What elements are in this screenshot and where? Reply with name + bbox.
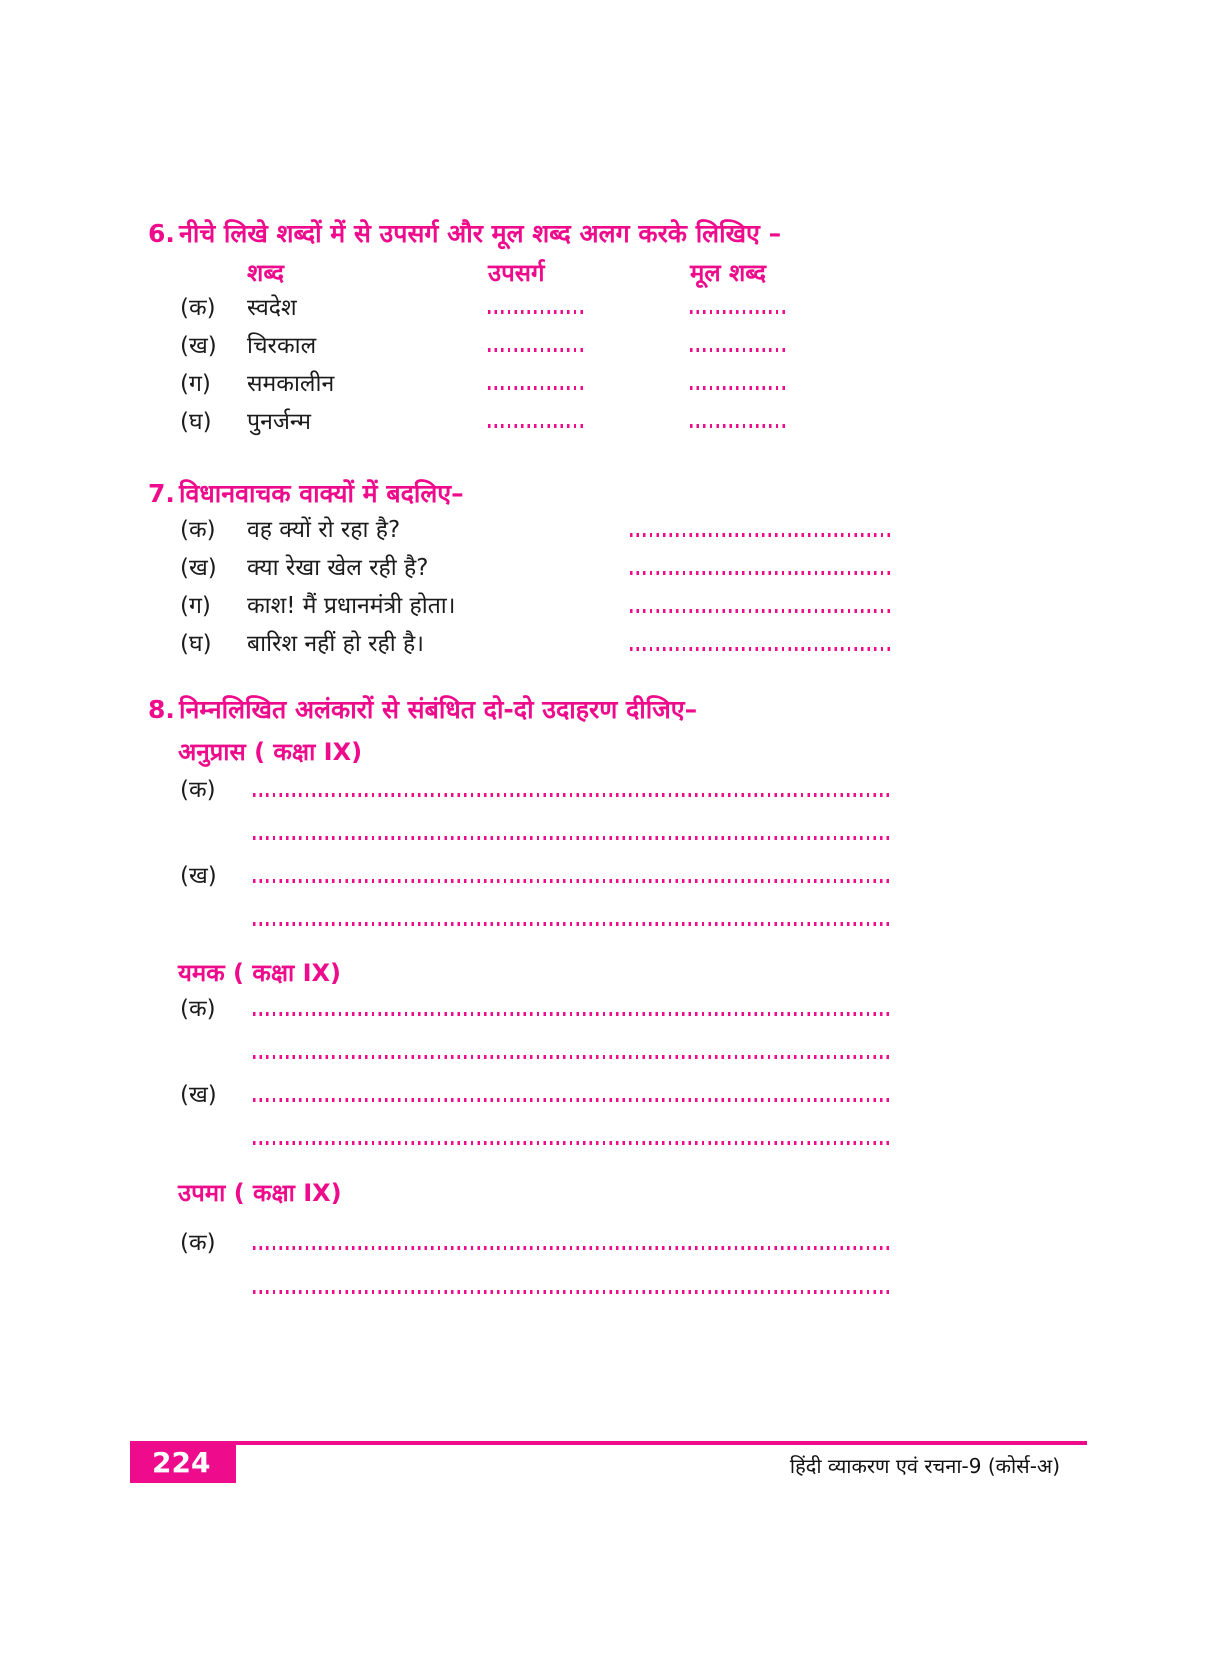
- q6-row-word: चिरकाल: [247, 333, 317, 359]
- q6-root-blank: [690, 386, 786, 390]
- q6-row-label: (घ): [180, 409, 212, 435]
- footer-book-title: हिंदी व्याकरण एवं रचना-9 (कोर्स-अ): [789, 1454, 1060, 1478]
- q8-answer-blank: [253, 1246, 890, 1250]
- q7-answer-blank: [630, 533, 892, 537]
- question-8-title: निम्नलिखित अलंकारों से संबंधित दो-दो उदाहरण दीजिए–: [179, 695, 698, 724]
- q7-item-label: (ग): [180, 593, 211, 619]
- q8-answer-blank: [253, 836, 890, 840]
- q8-section-title: अनुप्रास ( कक्षा IX): [178, 738, 363, 766]
- q6-root-blank: [690, 310, 786, 314]
- q8-answer-blank: [253, 1055, 890, 1059]
- question-6-heading: [148, 216, 781, 250]
- q8-item-label: (क): [180, 777, 216, 803]
- question-8-heading: [148, 692, 697, 726]
- q8-item-label: (ख): [180, 1082, 217, 1108]
- q6-column-prefix: उपसर्ग: [488, 259, 545, 287]
- q8-section-title: उपमा ( कक्षा IX): [178, 1179, 342, 1207]
- q7-answer-blank: [630, 571, 892, 575]
- q8-answer-blank: [253, 1290, 890, 1294]
- q8-section-title: यमक ( कक्षा IX): [178, 959, 341, 987]
- q8-item-label: (क): [180, 996, 216, 1022]
- q8-item-label: (ख): [180, 863, 217, 889]
- page-number-badge: 224: [130, 1441, 236, 1483]
- question-7-title: विधानवाचक वाक्यों में बदलिए–: [179, 479, 464, 508]
- q7-item-label: (घ): [180, 631, 212, 657]
- q8-answer-blank: [253, 1098, 890, 1102]
- q6-prefix-blank: [488, 386, 584, 390]
- q7-item-label: (ख): [180, 555, 217, 581]
- q7-item-label: (क): [180, 517, 216, 543]
- question-6-number: 6.: [148, 219, 175, 248]
- q6-root-blank: [690, 348, 786, 352]
- question-7-heading: [148, 476, 464, 510]
- q6-row-word: पुनर्जन्म: [247, 409, 311, 435]
- footer-rule: [130, 1441, 1087, 1445]
- q6-row-word: समकालीन: [247, 371, 335, 397]
- q8-answer-blank: [253, 879, 890, 883]
- q8-answer-blank: [253, 922, 890, 926]
- q6-column-word: शब्द: [247, 259, 285, 287]
- q7-item-text: बारिश नहीं हो रही है।: [247, 631, 424, 657]
- question-6-title: नीचे लिखे शब्दों में से उपसर्ग और मूल शब्द अलग करके लिखिए –: [179, 219, 782, 248]
- q8-item-label: (क): [180, 1230, 216, 1256]
- q8-answer-blank: [253, 793, 890, 797]
- question-7-number: 7.: [148, 479, 175, 508]
- q7-answer-blank: [630, 647, 892, 651]
- q7-answer-blank: [630, 609, 892, 613]
- q6-row-label: (क): [180, 295, 216, 321]
- q6-root-blank: [690, 424, 786, 428]
- q6-column-root: मूल शब्द: [690, 259, 767, 287]
- q6-prefix-blank: [488, 348, 584, 352]
- q7-item-text: वह क्यों रो रहा है?: [247, 517, 401, 543]
- q8-answer-blank: [253, 1141, 890, 1145]
- q8-answer-blank: [253, 1012, 890, 1016]
- q6-prefix-blank: [488, 424, 584, 428]
- q6-row-label: (ख): [180, 333, 217, 359]
- q6-row-label: (ग): [180, 371, 211, 397]
- q7-item-text: क्या रेखा खेल रही है?: [247, 555, 429, 581]
- question-8-number: 8.: [148, 695, 175, 724]
- q6-row-word: स्वदेश: [247, 295, 297, 321]
- q6-prefix-blank: [488, 310, 584, 314]
- q7-item-text: काश! मैं प्रधानमंत्री होता।: [247, 593, 456, 619]
